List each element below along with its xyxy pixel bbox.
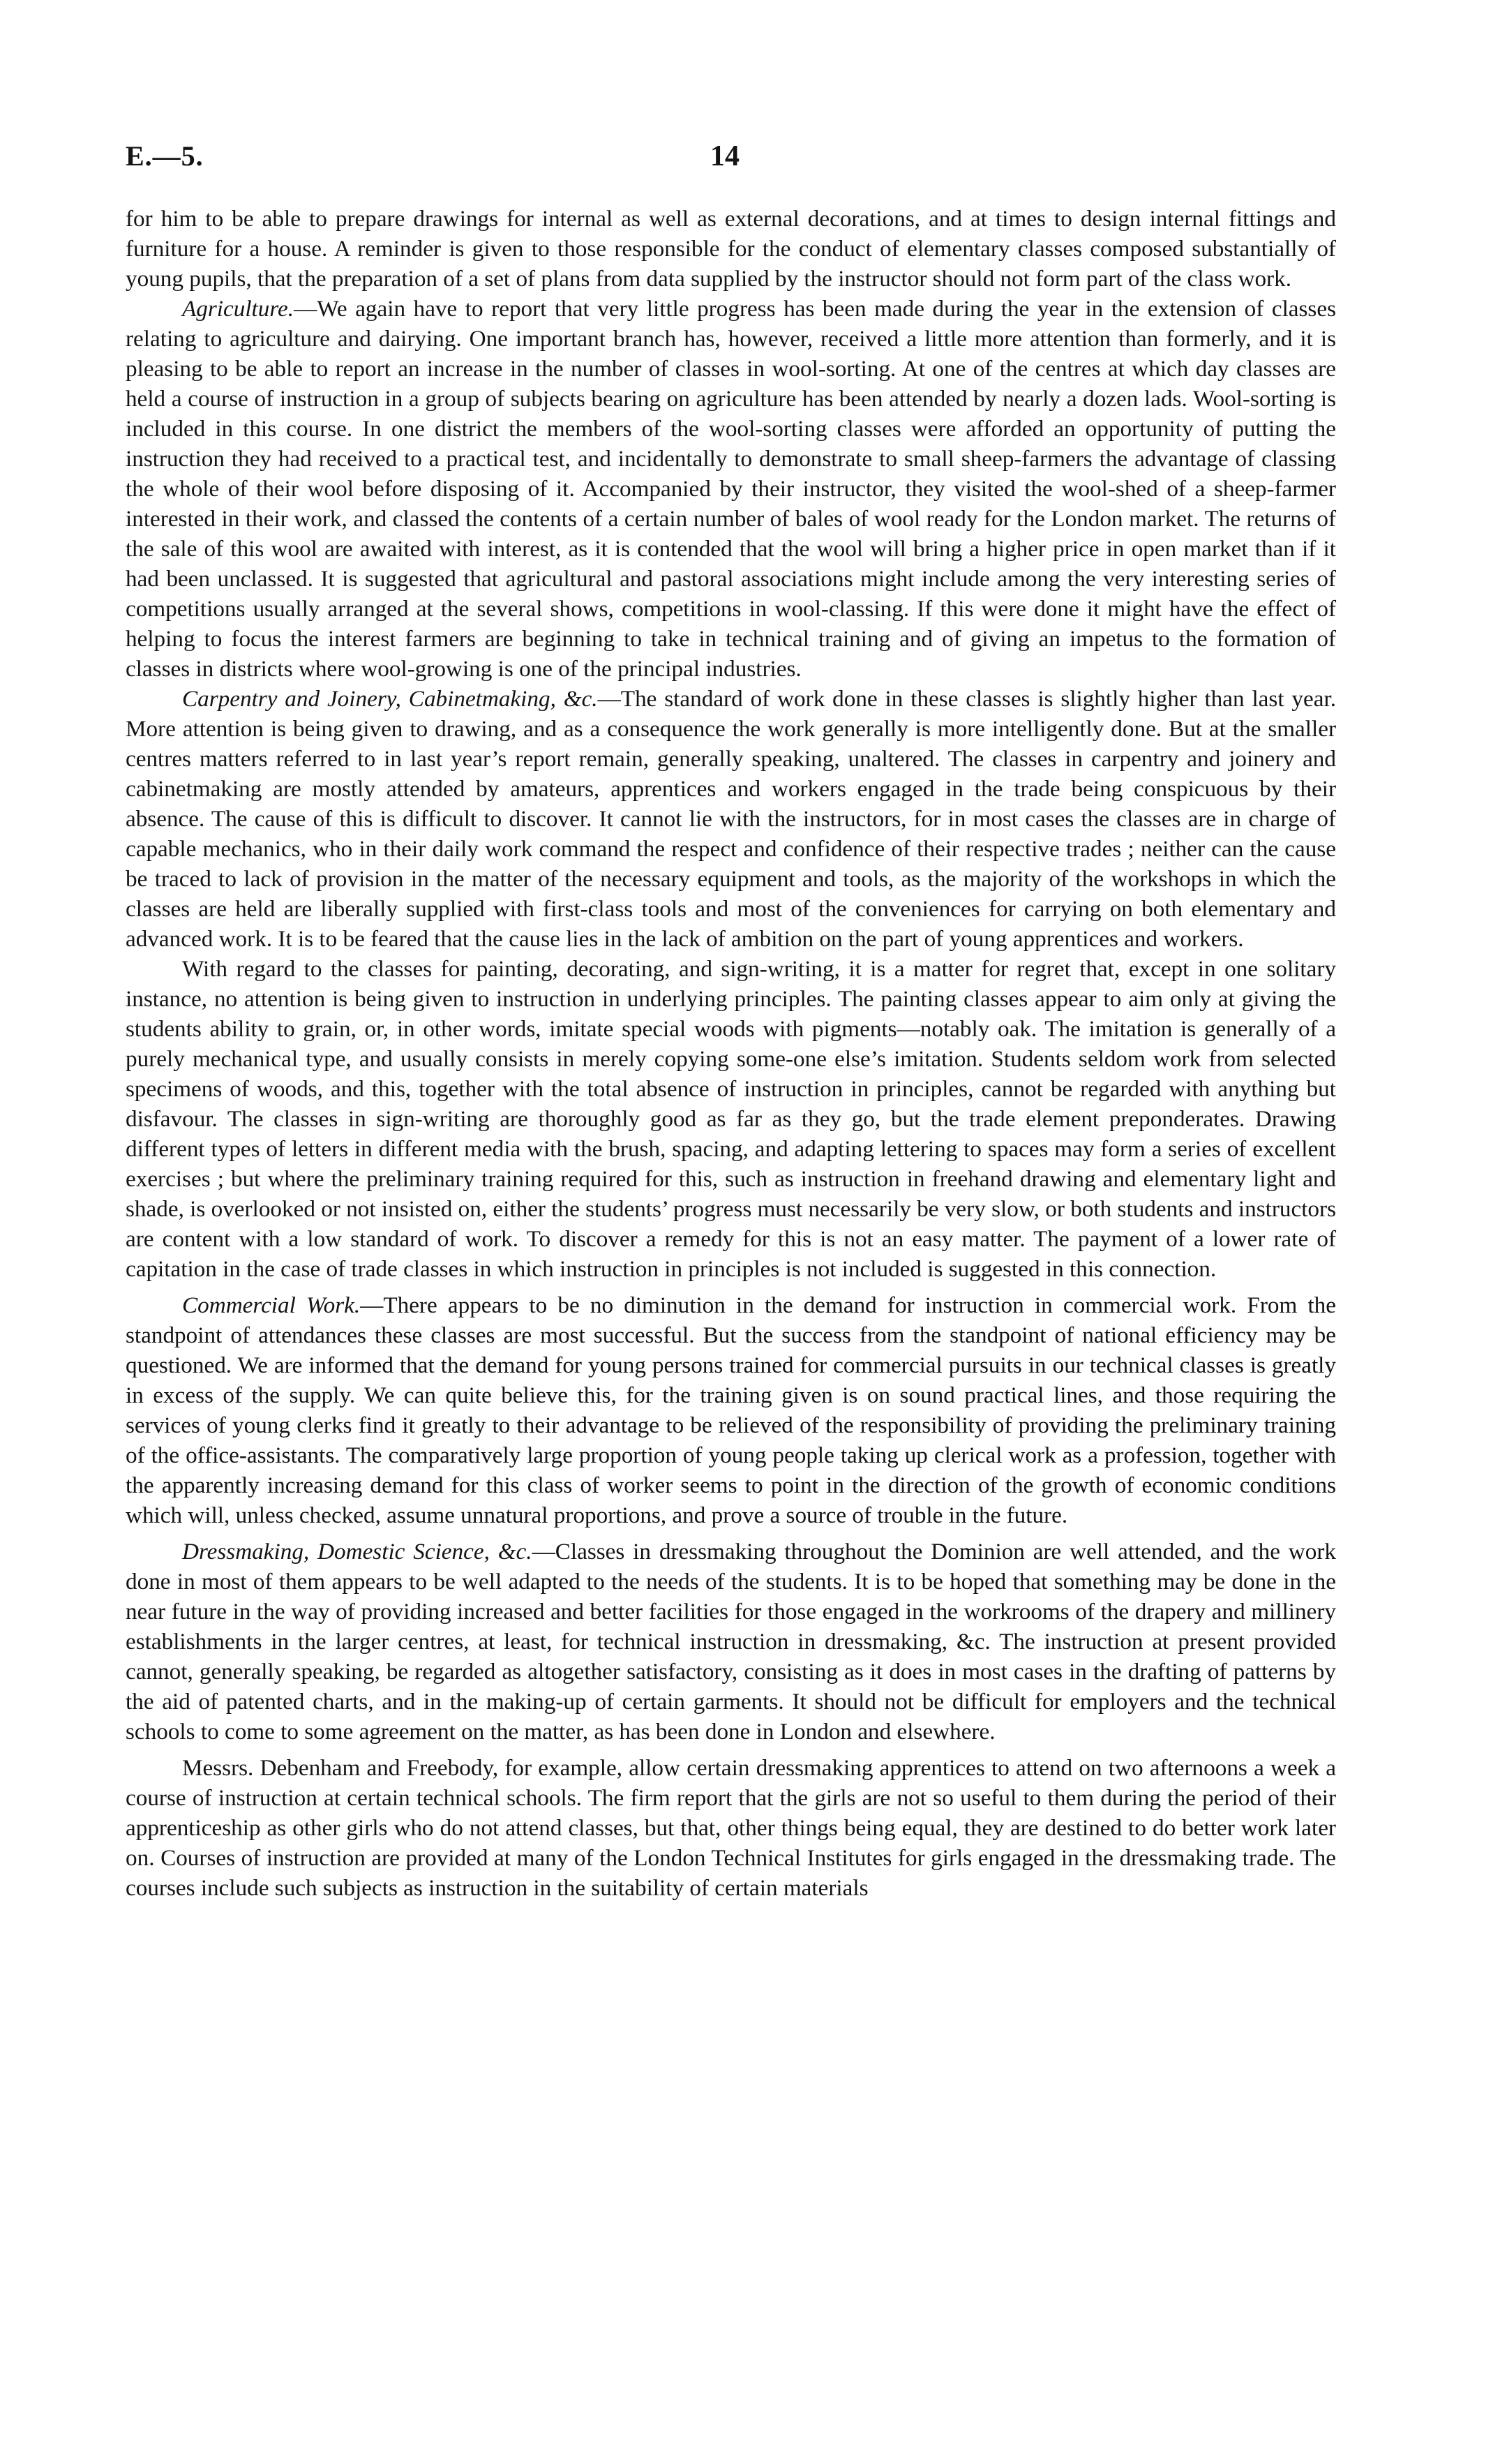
page-number: 14 xyxy=(710,140,740,172)
paragraph-painting xyxy=(126,954,1336,1284)
page-header xyxy=(126,140,1374,181)
paragraph-carpentry xyxy=(126,684,1336,954)
paragraph-text: —There appears to be no diminution in the demand for instruction in commercial work. From the standpoint of attendances these classes are most successful. But the success from the standpoint of national efficiency may be questioned. We are informed that the demand for young persons trained for commercial pursuits in our technical classes is greatly in excess of the supply. We can quite believe this, for the training given is on sound practical lines, and those requiring the services of young clerks find it greatly to their advantage to be relieved of the responsibility of providing the preliminary training of the office-assistants. The comparatively large proportion of young people taking up clerical work as a profession, together with the apparently increasing demand for this class of worker seems to point in the direction of the growth of economic conditions which will, unless checked, assume unnatural proportions, and prove a source of trouble in the future. xyxy=(126,1292,1336,1528)
section-heading-dressmaking: Dressmaking, Domestic Science, &c. xyxy=(182,1539,532,1565)
section-heading-carpentry: Carpentry and Joinery, Cabinetmaking, &c. xyxy=(182,686,598,712)
paragraph-debenham xyxy=(126,1753,1336,1903)
paragraph-dressmaking xyxy=(126,1537,1336,1747)
paragraph-text: —The standard of work done in these classes is slightly higher than last year. More attention is being given to drawing, and as a consequence the work generally is more intelligently done. But at the smaller centres matters referred to in last year’s report remain, generally speaking, unaltered. The classes in carpentry and joinery and cabinetmaking are mostly attended by amateurs, apprentices and workers engaged in the trade being conspicuous by their absence. The cause of this is difficult to discover. It cannot lie with the instructors, for in most cases the classes are in charge of capable mechanics, who in their daily work command the respect and confidence of their respective trades ; neither can the cause be traced to lack of provision in the matter of the necessary equipment and tools, as the majority of the workshops in which the classes are held are liberally supplied with first-class tools and most of the conveniences for carrying on both elementary and advanced work. It is to be feared that the cause lies in the lack of ambition on the part of young apprentices and workers. xyxy=(126,686,1336,952)
paragraph-text: With regard to the classes for painting, decorating, and sign-writing, it is a matter for regret that, except in one solitary instance, no attention is being given to instruction in underlying principles. The painting classes appear to aim only at giving the students ability to grain, or, in other words, imitate special woods with pigments—notably oak. The imitation is generally of a purely mechanical type, and usually consists in merely copying some-one else’s imitation. Students seldom work from selected specimens of woods, and this, together with the total absence of instruction in principles, cannot be regarded with anything but disfavour. The classes in sign-writing are thoroughly good as far as they go, but the trade element preponderates. Drawing different types of letters in different media with the brush, spacing, and adapting lettering to spaces may form a series of excellent exercises ; but where the preliminary training required for this, such as instruction in freehand drawing and elementary light and shade, is overlooked or not insisted on, either the students’ progress must necessarily be very slow, or both students and instructors are content with a low standard of work. To discover a remedy for this is not an easy matter. The payment of a lower rate of capitation in the case of trade classes in which instruction in principles is not included is suggested in this connection. xyxy=(126,956,1336,1282)
paragraph-text: —Classes in dressmaking throughout the Dominion are well attended, and the work done in most of them appears to be well adapted to the needs of the students. It is to be hoped that something may be done in the near future in the way of providing increased and better facilities for those engaged in the workrooms of the drapery and millinery establishments in the larger centres, at least, for technical instruction in dressmaking, &c. The instruction at present provided cannot, generally speaking, be regarded as altogether satisfactory, consisting as it does in most cases in the drafting of patterns by the aid of patented charts, and in the making-up of certain garments. It should not be difficult for employers and the technical schools to come to some agreement on the matter, as has been done in London and elsewhere. xyxy=(126,1539,1336,1745)
paragraph-commercial xyxy=(126,1290,1336,1530)
document-body xyxy=(126,204,1336,1903)
section-heading-agriculture: Agriculture. xyxy=(182,296,294,322)
series-reference: E.—5. xyxy=(126,140,204,172)
section-heading-commercial: Commercial Work. xyxy=(182,1292,361,1318)
paragraph-continued-architecture xyxy=(126,204,1336,294)
paragraph-text: —We again have to report that very little progress has been made during the year in the extension of classes relating to agriculture and dairying. One important branch has, however, received a little more attention than formerly, and it is pleasing to be able to report an increase in the number of classes in wool-sorting. At one of the centres at which day classes are held a course of instruction in a group of subjects bearing on agriculture has been attended by nearly a dozen lads. Wool-sorting is included in this course. In one district the members of the wool-sorting classes were afforded an opportunity of putting the instruction they had received to a practical test, and incidentally to demonstrate to small sheep-farmers the advantage of classing the whole of their wool before disposing of it. Accompanied by their instructor, they visited the wool-shed of a sheep-farmer interested in their work, and classed the contents of a certain number of bales of wool ready for the London market. The returns of the sale of this wool are awaited with interest, as it is contended that the wool will bring a higher price in open market than if it had been unclassed. It is suggested that agricultural and pastoral associations might include among the very interesting series of competitions usually arranged at the several shows, competitions in wool-classing. If this were done it might have the effect of helping to focus the interest farmers are beginning to take in technical training and of giving an impetus to the formation of classes in districts where wool-growing is one of the principal industries. xyxy=(126,296,1336,682)
paragraph-text: for him to be able to prepare drawings for internal as well as external decorations, and at times to design internal fittings and furniture for a house. A reminder is given to those responsible for the conduct of elementary classes composed substantially of young pupils, that the preparation of a set of plans from data supplied by the instructor should not form part of the class work. xyxy=(126,206,1336,292)
paragraph-agriculture xyxy=(126,294,1336,684)
paragraph-text: Messrs. Debenham and Freebody, for example, allow certain dressmaking apprentices to attend on two afternoons a week a course of instruction at certain technical schools. The firm report that the girls are not so useful to them during the period of their apprenticeship as other girls who do not attend classes, but that, other things being equal, they are destined to do better work later on. Courses of instruction are provided at many of the London Technical Institutes for girls engaged in the dressmaking trade. The courses include such subjects as instruction in the suitability of certain materials xyxy=(126,1755,1336,1901)
